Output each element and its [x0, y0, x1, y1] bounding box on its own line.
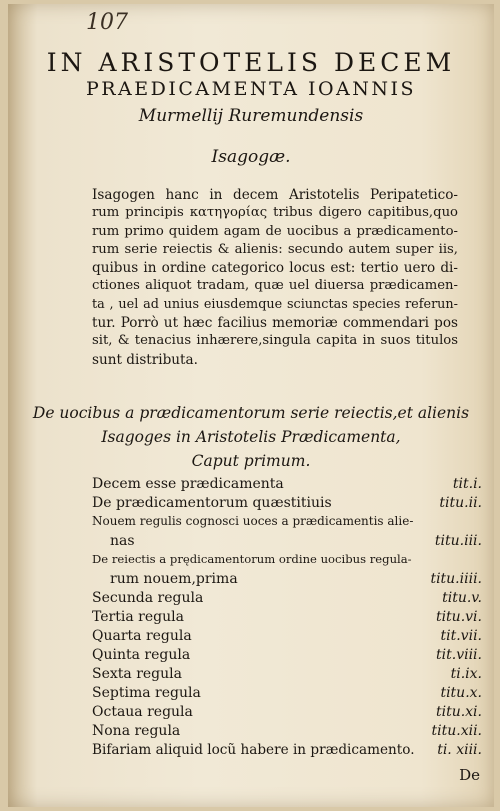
toc-row: [92, 647, 482, 665]
toc-label: Sexta regula: [92, 666, 182, 682]
title-line-1: IN ARISTOTELIS DECEM: [46, 48, 456, 77]
catchword: De: [459, 766, 480, 784]
toc-ref: titu.iii.: [434, 533, 482, 549]
toc-ref: titu.ii.: [439, 495, 482, 511]
paragraph-line: ctiones aliquot tradam, quæ uel diuersa prædicamen-: [92, 278, 458, 294]
title-line-4: Isagogæ.: [211, 147, 291, 167]
intro-paragraph: [92, 186, 458, 369]
paragraph-line: tur. Porrò ut hæc facilius memoriæ commendari pos: [92, 315, 458, 332]
toc-ref: titu.xi.: [435, 704, 482, 720]
toc-row: [92, 685, 482, 703]
book-page: [8, 4, 494, 807]
toc-label: De prædicamentorum quæstitiuis: [92, 495, 332, 511]
toc-row: [92, 628, 482, 646]
paragraph-line: rum principis κατηγορίας tribus digero capitibus,quo: [92, 205, 458, 221]
toc-ref: ti.ix.: [450, 666, 482, 682]
toc-ref: titu.iiii.: [430, 571, 482, 587]
toc-row: [92, 609, 482, 627]
toc-label: Quinta regula: [92, 647, 191, 663]
toc-label: Bifariam aliquid locũ habere in prædicamento.: [92, 742, 415, 758]
toc-ref: tit.viii.: [436, 647, 482, 663]
toc-ref: titu.xii.: [431, 723, 482, 739]
chapter-heading-line-3: Caput primum.: [191, 452, 311, 470]
toc-row: [92, 495, 482, 513]
title-line-3: Murmellij Ruremundensis: [138, 106, 364, 126]
chapter-heading-line-2: Isagoges in Aristotelis Prædicamenta,: [101, 428, 401, 446]
toc-ref: ti. xiii.: [437, 742, 482, 758]
toc-row: [92, 514, 482, 532]
toc-label: Decem esse prædicamenta: [92, 476, 284, 492]
toc-ref: titu.vi.: [435, 609, 482, 625]
toc-label: Nona regula: [92, 723, 181, 739]
paragraph-line: Isagogen hanc in decem Aristotelis Peripatetico-: [92, 187, 458, 203]
toc-ref: tit.i.: [452, 476, 482, 492]
toc-row: [92, 742, 482, 760]
paragraph-line: quibus in ordine categorico locus est: tertio uero di-: [92, 260, 458, 277]
paragraph-line: rum primo quidem agam de uocibus a prædicamento-: [92, 223, 458, 239]
toc-ref: tit.vii.: [440, 628, 482, 644]
toc-row: [92, 552, 482, 570]
toc-label: Octaua regula: [92, 704, 193, 720]
title-line-2: PRAEDICAMENTA IOANNIS: [85, 78, 417, 100]
paragraph-line: ta , uel ad unius eiusdemque sciunctas species referun-: [92, 296, 458, 312]
toc-row: [92, 704, 482, 722]
toc-ref: titu.v.: [442, 590, 482, 606]
toc-row: [92, 723, 482, 741]
paragraph-line: sit, & tenacius inhærere,singula capita in suos titulos: [92, 333, 458, 349]
toc-label: rum nouem,prima: [110, 571, 238, 587]
toc-label: Secunda regula: [92, 590, 204, 606]
toc-label: Septima regula: [92, 685, 201, 701]
paragraph-line: rum serie reiectis & alienis: secundo autem super iis,: [92, 241, 458, 257]
toc-row: [92, 533, 482, 551]
toc-row: [92, 476, 482, 494]
toc-label: De reiectis a prędicamentorum ordine uocibus regula-: [92, 552, 412, 566]
page-number: 107: [86, 10, 128, 35]
toc-row: [92, 571, 482, 589]
toc-label: Nouem regulis cognosci uoces a prædicamentis alie-: [92, 514, 414, 528]
chapter-heading-line-1: De uocibus a prædicamentorum serie reiectis,et alienis: [32, 404, 470, 422]
toc-row: [92, 666, 482, 684]
paragraph-line: sunt distributa.: [92, 351, 198, 368]
toc-label: Quarta regula: [92, 628, 192, 644]
toc-label: nas: [110, 533, 135, 549]
toc-label: Tertia regula: [92, 609, 184, 625]
toc-row: [92, 590, 482, 608]
toc-ref: titu.x.: [440, 685, 482, 701]
